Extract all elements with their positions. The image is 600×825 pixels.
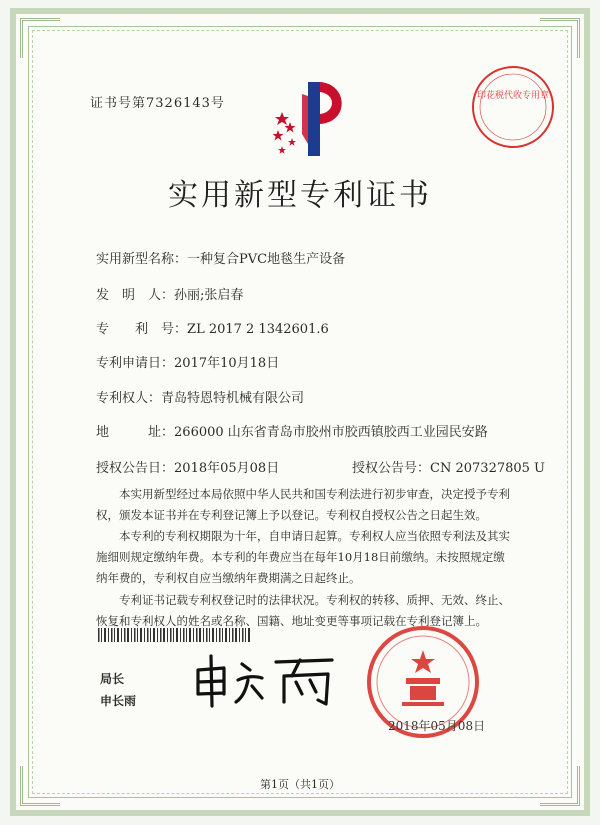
- field-value: 2018年05月08日: [174, 461, 280, 476]
- barcode-icon: [98, 628, 250, 642]
- paragraph-grant: 本实用新型经过本局依照中华人民共和国专利法进行初步审查，决定授予专利权，颁发本证书并在专利登记簿上予以登记。专利权自授权公告之日起生效。: [96, 487, 510, 522]
- patent-office-logo-icon: [268, 74, 358, 164]
- field-utility-name: 实用新型名称：一种复合PVC地毯生产设备: [96, 248, 345, 267]
- field-value: CN 207327805 U: [430, 461, 546, 476]
- field-address: 地 址：266000 山东省青岛市胶州市胶西镇胶西工业园民安路: [96, 421, 488, 440]
- field-value: 266000 山东省青岛市胶州市胶西镇胶西工业园民安路: [174, 425, 488, 440]
- director-name: 申长雨: [100, 694, 137, 708]
- field-patentee: 专利权人：青岛特恩特机械有限公司: [96, 387, 304, 406]
- corner-ornament: [540, 18, 580, 58]
- director-title: 局长: [100, 672, 125, 686]
- certificate-title: 实用新型专利证书: [168, 178, 432, 213]
- paragraph-legal-status: 专利证书记载专利权登记时的法律状况。专利权的转移、质押、无效、终止、恢复和专利权人的姓名或名称、国籍、地址变更等事项记载在专利登记簿上。: [96, 593, 510, 628]
- certificate-number: 证书号第7326143号: [90, 96, 225, 111]
- field-value: 青岛特恩特机械有限公司: [161, 391, 305, 406]
- field-grant-number: 授权公告号：CN 207327805 U: [352, 457, 545, 476]
- field-label: 专 利 号: [96, 322, 175, 337]
- field-label: 授权公告日: [96, 461, 162, 476]
- field-filing-date: 专利申请日：2017年10月18日: [96, 352, 279, 371]
- field-label: 实用新型名称: [96, 252, 175, 267]
- field-patent-number: 专 利 号：ZL 2017 2 1342601.6: [96, 318, 329, 337]
- field-label: 授权公告号: [352, 461, 418, 476]
- tax-stamp-seal: [468, 62, 558, 152]
- corner-ornament: [20, 18, 60, 58]
- field-label: 专利申请日: [96, 356, 162, 371]
- field-value: 孙丽;张启春: [174, 288, 244, 303]
- field-value: ZL 2017 2 1342601.6: [187, 322, 329, 337]
- tax-stamp-text: 印花税代收专用章: [476, 91, 549, 101]
- field-inventor: 发 明 人：孙丽;张启春: [96, 284, 243, 303]
- tax-stamp-circle-icon: [468, 62, 558, 152]
- paragraph-term: 本专利的专利权期限为十年，自申请日起算。专利权人应当依照专利法及其实施细则规定缴纳年费。本专利的年费应当在每年10月18日前缴纳。未按照规定缴纳年费的，专利权自应当缴纳年费期满之日起终止。: [96, 529, 510, 585]
- page-number: 第1页（共1页）: [260, 778, 340, 791]
- seal-date: 2018年05月08日: [388, 719, 486, 733]
- field-value: 2017年10月18日: [174, 356, 280, 371]
- director-signature-icon: [192, 650, 342, 710]
- field-label: 地 址: [96, 425, 162, 440]
- field-grant-date: 授权公告日：2018年05月08日: [96, 457, 279, 476]
- field-value: 一种复合PVC地毯生产设备: [187, 252, 346, 267]
- field-label: 专利权人: [96, 391, 149, 406]
- field-label: 发 明 人: [96, 288, 162, 303]
